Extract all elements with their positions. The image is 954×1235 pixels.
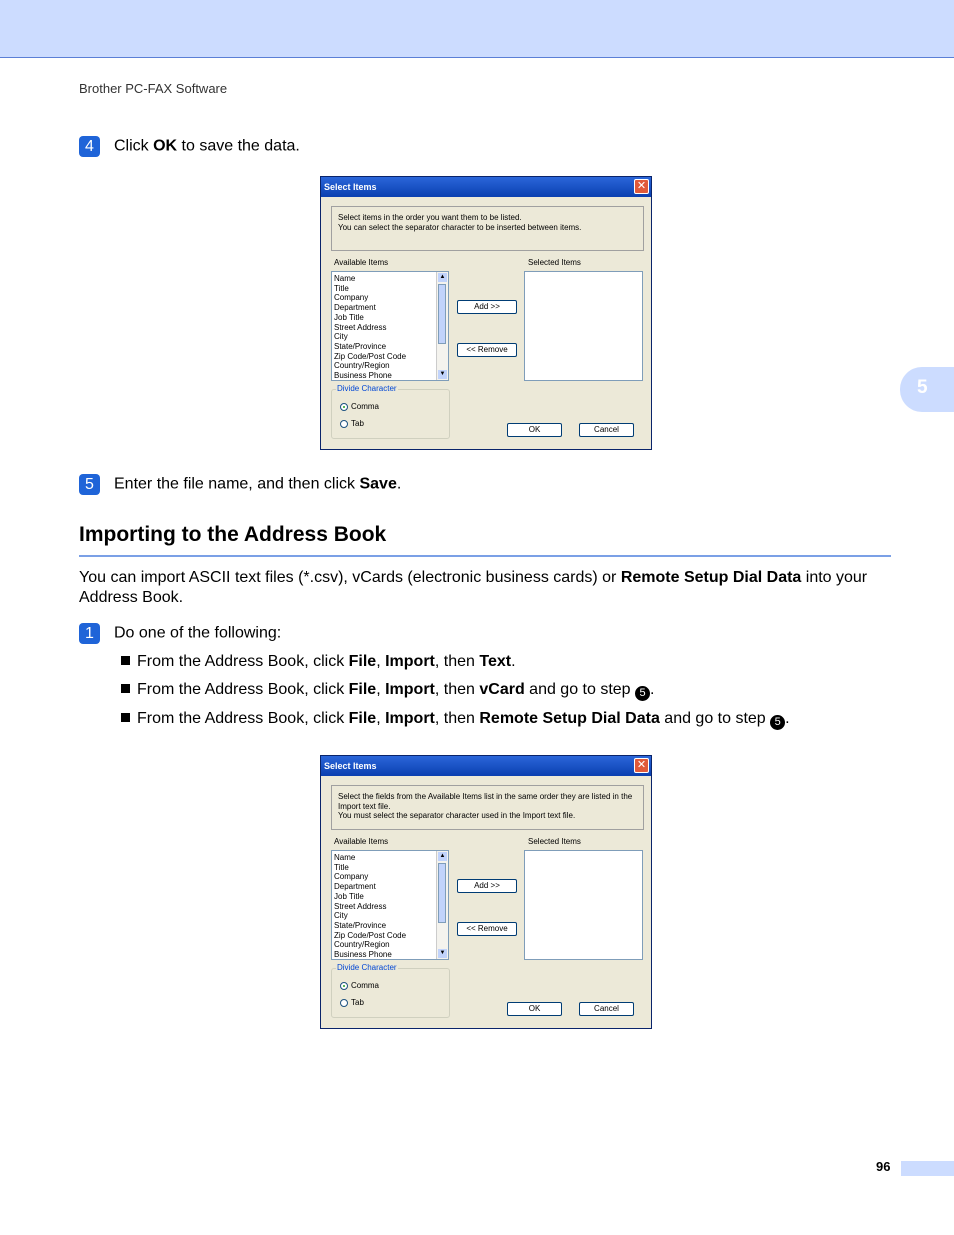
bullet-text-end: and go to step <box>524 681 636 698</box>
list-item[interactable]: Country/Region <box>334 940 390 950</box>
bullet-text-end: . <box>511 653 516 670</box>
list-item[interactable]: Street Address <box>334 901 387 911</box>
add-button[interactable]: Add >> <box>457 879 517 893</box>
dialog-instructions <box>331 206 644 251</box>
bullet-bold: Import <box>385 653 435 670</box>
bullet-bold: File <box>348 681 377 698</box>
select-items-dialog-import <box>320 755 652 1029</box>
dialog-titlebar <box>321 177 651 197</box>
list-items <box>334 853 406 960</box>
bullet-square-icon <box>121 713 130 722</box>
scroll-down-icon[interactable]: ▼ <box>439 371 446 377</box>
list-item[interactable]: Country/Region <box>334 361 390 371</box>
list-item[interactable]: Zip Code/Post Code <box>334 930 407 940</box>
step-bold: OK <box>153 137 178 155</box>
step-number: 1 <box>79 623 100 644</box>
list-item[interactable]: Department <box>334 303 376 313</box>
instruction-line: You must select the separator character used in the Import text file. <box>338 811 576 821</box>
list-item[interactable]: Company <box>334 872 369 882</box>
list-item[interactable]: Job Title <box>334 312 364 322</box>
available-items-label: Available Items <box>334 837 389 846</box>
selected-items-list[interactable] <box>524 271 643 381</box>
list-item[interactable]: Street Address <box>334 322 387 332</box>
bullet-square-icon <box>121 656 130 665</box>
divide-character-group <box>331 968 450 1018</box>
bullet-text: , then <box>434 681 480 698</box>
step-1 <box>79 623 281 644</box>
list-item[interactable]: Title <box>334 862 349 872</box>
select-items-dialog-export <box>320 176 652 450</box>
list-item[interactable]: State/Province <box>334 341 387 351</box>
bullet-text: From the Address Book, click <box>137 710 349 727</box>
list-scrollbar[interactable] <box>436 851 448 959</box>
bullet-bold: Import <box>385 710 435 727</box>
bullet-text-end: and go to step <box>659 710 771 727</box>
divide-character-label: Divide Character <box>337 963 397 972</box>
step-5 <box>79 474 401 495</box>
section-paragraph <box>79 568 894 608</box>
list-item[interactable]: City <box>334 332 348 342</box>
step-bold: Save <box>359 475 397 493</box>
list-items <box>334 274 406 381</box>
para-text: You can import ASCII text files (*.csv), vCards (electronic business cards) or <box>79 569 621 586</box>
divide-character-group <box>331 389 450 439</box>
top-header-band <box>0 0 954 58</box>
comma-label: Comma <box>351 981 380 990</box>
bullet-text: , then <box>434 710 480 727</box>
available-items-list[interactable] <box>331 271 449 381</box>
bullet-text: From the Address Book, click <box>137 653 349 670</box>
remove-button[interactable]: << Remove <box>457 922 517 936</box>
instruction-line: You can select the separator character to be inserted between items. <box>338 223 582 232</box>
tab-label: Tab <box>351 419 364 428</box>
scroll-up-icon[interactable]: ▲ <box>439 853 446 859</box>
bullet-sep: , <box>376 710 386 727</box>
close-icon[interactable]: ✕ <box>634 179 649 194</box>
comma-radio[interactable] <box>340 982 348 990</box>
bullet-bold: File <box>348 653 377 670</box>
dialog-title: Select Items <box>324 182 377 192</box>
close-icon[interactable]: ✕ <box>634 758 649 773</box>
cancel-button[interactable]: Cancel <box>579 423 634 437</box>
para-text-end: into your Address Book. <box>79 569 868 606</box>
cancel-button[interactable]: Cancel <box>579 1002 634 1016</box>
bullet-bold: vCard <box>479 681 525 698</box>
dialog-instructions <box>331 785 644 830</box>
bullet-item: From the Address Book, click File, Import, then Remote Setup Dial Data and go to step 5 . <box>121 710 790 730</box>
add-button[interactable]: Add >> <box>457 300 517 314</box>
bullet-bold: Import <box>385 681 435 698</box>
step-text: Click <box>114 137 154 155</box>
instruction-line: Import text file. <box>338 801 391 811</box>
bullet-item: From the Address Book, click File, Import, then vCard and go to step 5 . <box>121 681 654 701</box>
tab-radio[interactable] <box>340 999 348 1007</box>
footer-bar <box>901 1161 954 1176</box>
selected-items-label: Selected Items <box>528 258 581 267</box>
list-item[interactable]: Name <box>334 853 356 862</box>
para-bold: Remote Setup Dial Data <box>620 569 802 586</box>
dialog-titlebar <box>321 756 651 776</box>
list-item[interactable]: Name <box>334 274 356 283</box>
list-scrollbar[interactable] <box>436 272 448 380</box>
available-items-list[interactable] <box>331 850 449 960</box>
tab-radio[interactable] <box>340 420 348 428</box>
instruction-line: Select the fields from the Available Items list in the same order they are listed in the <box>338 792 633 801</box>
step-number: 5 <box>79 474 100 495</box>
divide-character-label: Divide Character <box>337 384 397 393</box>
list-item[interactable]: Business Phone <box>334 371 392 381</box>
list-item[interactable]: Business Phone <box>334 950 392 960</box>
comma-label: Comma <box>351 402 380 411</box>
scroll-thumb[interactable] <box>438 284 446 344</box>
bullet-sep: , <box>376 681 386 698</box>
section-heading: Importing to the Address Book <box>79 523 387 546</box>
list-item[interactable]: Company <box>334 293 369 303</box>
remove-button[interactable]: << Remove <box>457 343 517 357</box>
bullet-bold: File <box>348 710 377 727</box>
selected-items-label: Selected Items <box>528 837 581 846</box>
step-text-end: . <box>396 475 402 493</box>
list-item[interactable]: Department <box>334 882 376 892</box>
scroll-down-icon[interactable]: ▼ <box>439 950 446 956</box>
bullet-sep: , <box>376 653 386 670</box>
dialog-title: Select Items <box>324 761 377 771</box>
instruction-line: Select items in the order you want them to be listed. <box>338 213 522 222</box>
chapter-tab <box>900 367 954 412</box>
bullet-text: From the Address Book, click <box>137 681 349 698</box>
available-items-label: Available Items <box>334 258 389 267</box>
page-number: 96 <box>876 1159 891 1174</box>
list-item[interactable]: Title <box>334 283 349 293</box>
bullet-bold: Text <box>479 653 512 670</box>
scroll-thumb[interactable] <box>438 863 446 923</box>
step-reference-icon: 5 <box>770 715 785 730</box>
tab-label: Tab <box>351 998 364 1007</box>
list-item[interactable]: Zip Code/Post Code <box>334 351 407 361</box>
step-text: Enter the file name, and then click <box>114 475 360 493</box>
list-item[interactable]: City <box>334 911 348 921</box>
selected-items-list[interactable] <box>524 850 643 960</box>
step-text: Do one of the following: <box>114 624 282 642</box>
heading-rule <box>79 555 891 557</box>
bullet-bold: Remote Setup Dial Data <box>479 710 660 727</box>
ok-button[interactable]: OK <box>507 423 562 437</box>
bullet-square-icon <box>121 684 130 693</box>
step-4 <box>79 136 300 157</box>
running-header: Brother PC-FAX Software <box>79 81 228 96</box>
scroll-up-icon[interactable]: ▲ <box>439 274 446 280</box>
list-item[interactable]: Job Title <box>334 891 364 901</box>
list-item[interactable]: State/Province <box>334 920 387 930</box>
step-text-end: to save the data. <box>177 137 300 155</box>
chapter-number: 5 <box>917 377 928 398</box>
bullet-text: , then <box>434 653 480 670</box>
ok-button[interactable]: OK <box>507 1002 562 1016</box>
step-reference-icon: 5 <box>635 686 650 701</box>
step-number: 4 <box>79 136 100 157</box>
bullet-item <box>121 653 516 671</box>
comma-radio[interactable] <box>340 403 348 411</box>
